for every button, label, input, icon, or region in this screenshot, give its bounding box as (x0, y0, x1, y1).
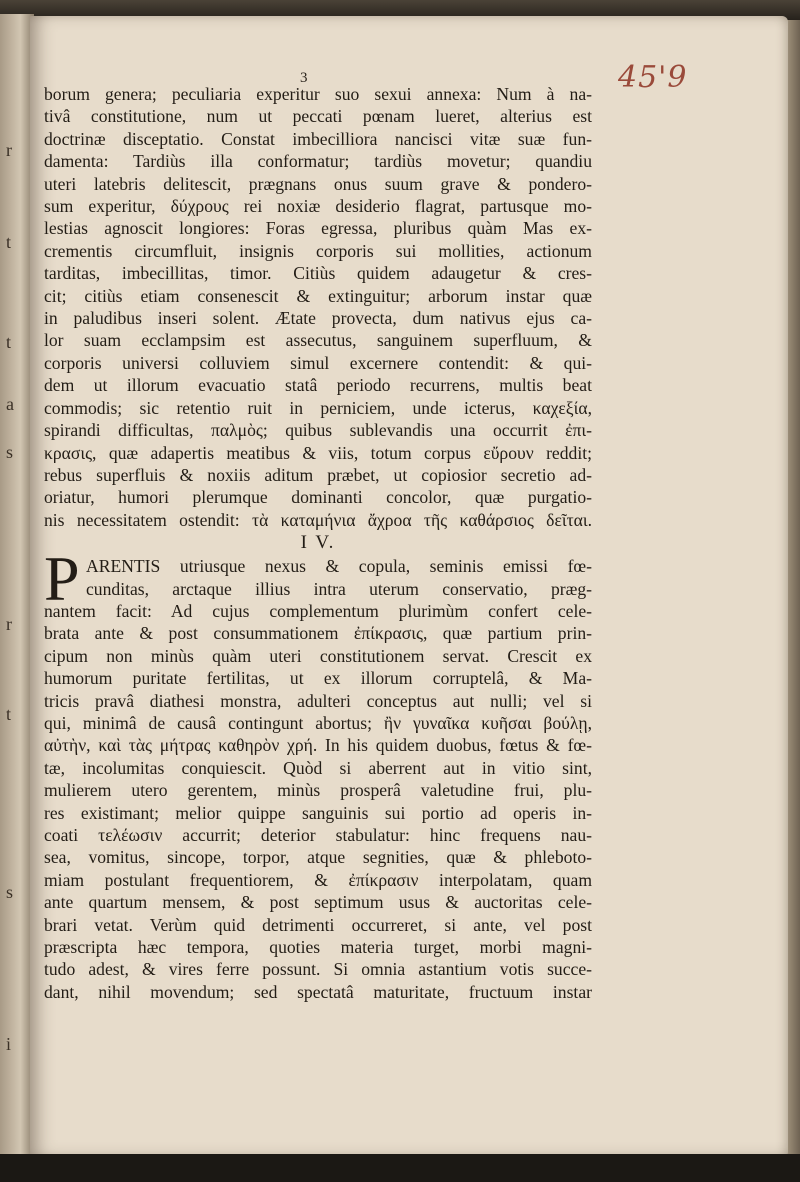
text-line: oriatur, humori plerumque dominanti concolor, quæ purgatio- (44, 487, 592, 508)
text-line: cit; citiùs etiam consenescit & extinguitur; arborum instar quæ (44, 285, 592, 306)
left-page-fragment: a (6, 394, 14, 414)
text-line: tricis pravâ diathesi monstra, adulteri conceptus aut nulli; vel si (44, 690, 592, 711)
text-line: dem ut illorum evacuatio statâ periodo recurrens, multis beat (44, 375, 592, 396)
text-line: spirandi difficultas, παλμὸς; quibus sublevandis una occurrit ἐπι- (44, 420, 592, 441)
paragraph-2 (44, 555, 592, 1003)
text-line: tivâ constitutione, num ut peccati pœnam lueret, alterius est (44, 106, 592, 127)
text-line: corporis universi colluviem simul excernere contendit: & qui- (44, 352, 592, 373)
text-line: uteri latebris delitescit, prægnans onus suum grave & pondero- (44, 173, 592, 194)
text-line: cipum non minùs quàm uteri constitutionem servat. Crescit ex (44, 645, 592, 666)
left-page-fragment: r (6, 140, 12, 160)
text-line: res existimant; melior quippe sanguinis sui portio ad operis in- (44, 802, 592, 823)
left-page-fragment: t (6, 232, 12, 252)
text-line: ante quartum mensem, & post septimum usus & auctoritas cele- (44, 892, 592, 913)
text-line: miam postulant frequentiorem, & ἐπίκρασιν interpolatam, quam (44, 869, 592, 890)
scan-background-bottom (0, 1154, 800, 1182)
text-line: brari vetat. Verùm quid detrimenti occurreret, si ante, vel post (44, 914, 592, 935)
left-page-fragment: t (6, 332, 12, 352)
text-line: crementis circumfluit, insignis corporis sui mollities, actionum (44, 240, 592, 261)
page-number: 3 (300, 70, 308, 86)
text-line: αὐτὴν, καὶ τὰς μήτρας καθηρὸν χρή. In his quidem duobus, fœtus & fœ- (44, 735, 592, 756)
handwritten-folio: 45'9 (618, 60, 688, 95)
text-line: nantem facit: Ad cujus complementum plurimùm confert cele- (44, 600, 592, 621)
text-line: brata ante & post consummationem ἐπίκρασις, quæ partium prin- (44, 623, 592, 644)
left-page-fragment: i (6, 1034, 12, 1054)
text-line: sea, vomitus, sincope, torpor, atque segnities, quæ & phleboto- (44, 847, 592, 868)
text-line: borum genera; peculiaria experitur suo sexui annexa: Num à na- (44, 84, 592, 104)
text-line: damenta: Tardiùs illa conformatur; tardiùs movetur; quandiu (44, 151, 592, 172)
text-line: humorum puritate fertilitas, ut ex illorum corruptelâ, & Ma- (44, 668, 592, 689)
text-line: mulierem utero gerentem, minùs prosperâ valetudine frui, plu- (44, 780, 592, 801)
left-page-fragment: s (6, 882, 14, 902)
text-line: lor suam ecclampsim est assecutus, sanguinem superfluum, & (44, 330, 592, 351)
text-line: lestias agnoscit longiores: Foras egressa, pluribus quàm Mas ex- (44, 218, 592, 239)
left-page-fragment: r (6, 614, 12, 634)
text-line: ARENTIS utriusque nexus & copula, seminis emissi fœ- (86, 556, 592, 577)
text-line: rebus superfluis & noxiis aditum præbet, ut copiosior secretio ad- (44, 464, 592, 485)
facing-page-edge (0, 14, 34, 1154)
text-line: tudo adest, & vires ferre possunt. Si omnia astantium votis succe- (44, 959, 592, 980)
text-line: coati τελέωσιν accurrit; deterior stabulatur: hinc frequens nau- (44, 825, 592, 845)
text-line: præscripta hæc tempora, quoties materia turget, morbi magni- (44, 937, 592, 958)
text-line: doctrinæ disceptatio. Constat imbecilliora nancisci vitæ suæ fun- (44, 128, 592, 149)
left-page-fragment: t (6, 704, 12, 724)
text-line: tæ, incolumitas conquiescit. Quòd si aberrent aut in vitio sint, (44, 757, 592, 778)
left-page-fragment: s (6, 442, 14, 462)
text-line: sum experitur, δύχρους rei noxiæ desiderio flagrat, partusque mo- (44, 196, 592, 217)
text-line: nis necessitatem ostendit: τὰ καταμήνια ἄχροα τῆς καθάρσιος δεῖται. (44, 509, 592, 530)
text-line: in paludibus inseri solent. Ætate provecta, dum nativus ejus ca- (44, 308, 592, 329)
section-heading: I V. (300, 532, 336, 554)
paragraph-1 (44, 83, 592, 531)
text-line: cunditas, arctaque illius intra uterum conservatio, præg- (86, 578, 592, 599)
text-line: dant, nihil movendum; sed spectatâ maturitate, fructuum instar (44, 981, 592, 1002)
text-line: commodis; sic retentio ruit in perniciem, unde icterus, καχεξία, (44, 397, 592, 418)
body-text (44, 83, 592, 1003)
text-line: κρασις, quæ adapertis meatibus & viis, totum corpus εὔρουν reddit; (44, 442, 592, 463)
drop-cap: P (44, 543, 80, 614)
text-line: qui, minimâ de causâ contingunt abortus; ἢν γυναῖκα κυῆσαι βούλῃ, (44, 712, 592, 733)
text-line: tarditas, imbecillitas, timor. Citiùs quidem adaugetur & cres- (44, 263, 592, 284)
